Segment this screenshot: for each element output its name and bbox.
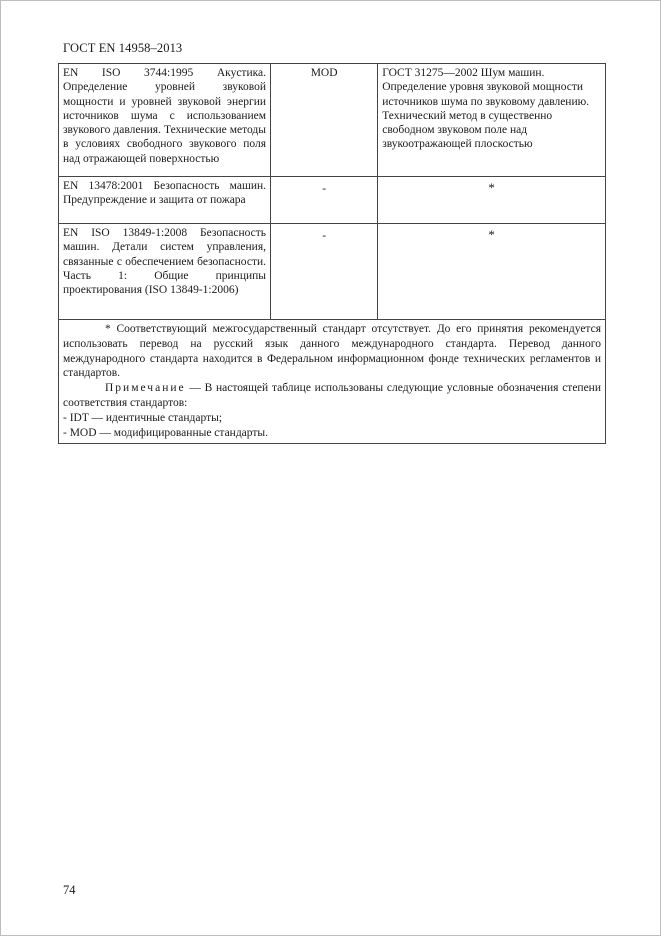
footnote-marker: * <box>488 227 495 242</box>
conformity-degree-cell <box>271 224 378 320</box>
interstate-standard-cell: ГОСТ 31275—2002 Шум машин. Определение уровня звуковой мощности источников шума по звуковому давлению. Технический метод в существенно свободном звуковом поле над звукоотражающей плоскостью <box>378 64 606 177</box>
footnote-text: * Соответствующий межгосударственный стандарт отсутствует. До его принятия рекомендуется использовать перевод на русский язык данного международного стандарта. Перевод данного международного стандарта находится в Федеральном информационном фонде технических регламентов и стандартов. <box>63 323 601 380</box>
european-standard-cell: EN ISO 3744:1995 Акустика. Определение уровней звуковой мощности и уровней звуковой энергии источников шума с использованием звукового давления. Технические методы в условиях свободного звукового поля над отражающей поверхностью <box>59 64 271 177</box>
european-standard-cell: EN 13478:2001 Безопасность машин. Предупреждение и защита от пожара <box>59 177 271 224</box>
table-footnote-row <box>59 320 606 444</box>
note-label: Примечание <box>105 382 186 395</box>
standards-correspondence-table <box>58 63 606 444</box>
table-row <box>59 224 606 320</box>
legend-item-mod: - MOD –– модифицированные стандарты. <box>63 426 269 439</box>
document-header: ГОСТ EN 14958–2013 <box>63 41 183 55</box>
table-note <box>63 381 601 411</box>
degree-value: - <box>322 230 327 242</box>
footnote-cell <box>59 320 606 444</box>
conformity-degree-cell: MOD <box>271 64 378 177</box>
european-standard-cell: EN ISO 13849-1:2008 Безопасность машин. Детали систем управления, связанные с обеспечением безопасности. Часть 1: Общие принципы проектирования (ISO 13849-1:2006) <box>59 224 271 320</box>
note-text: — В настоящей таблице использованы следующие условные обозначения степени соответствия стандартов: <box>63 382 601 409</box>
legend-item-idt: - IDT — идентичные стандарты; <box>63 411 223 424</box>
footnote-marker: * <box>488 180 495 195</box>
interstate-standard-cell <box>378 177 606 224</box>
table-row <box>59 64 606 177</box>
page-number: 74 <box>63 883 76 897</box>
table-row <box>59 177 606 224</box>
degree-value: - <box>322 183 327 195</box>
interstate-standard-cell <box>378 224 606 320</box>
conformity-degree-cell <box>271 177 378 224</box>
